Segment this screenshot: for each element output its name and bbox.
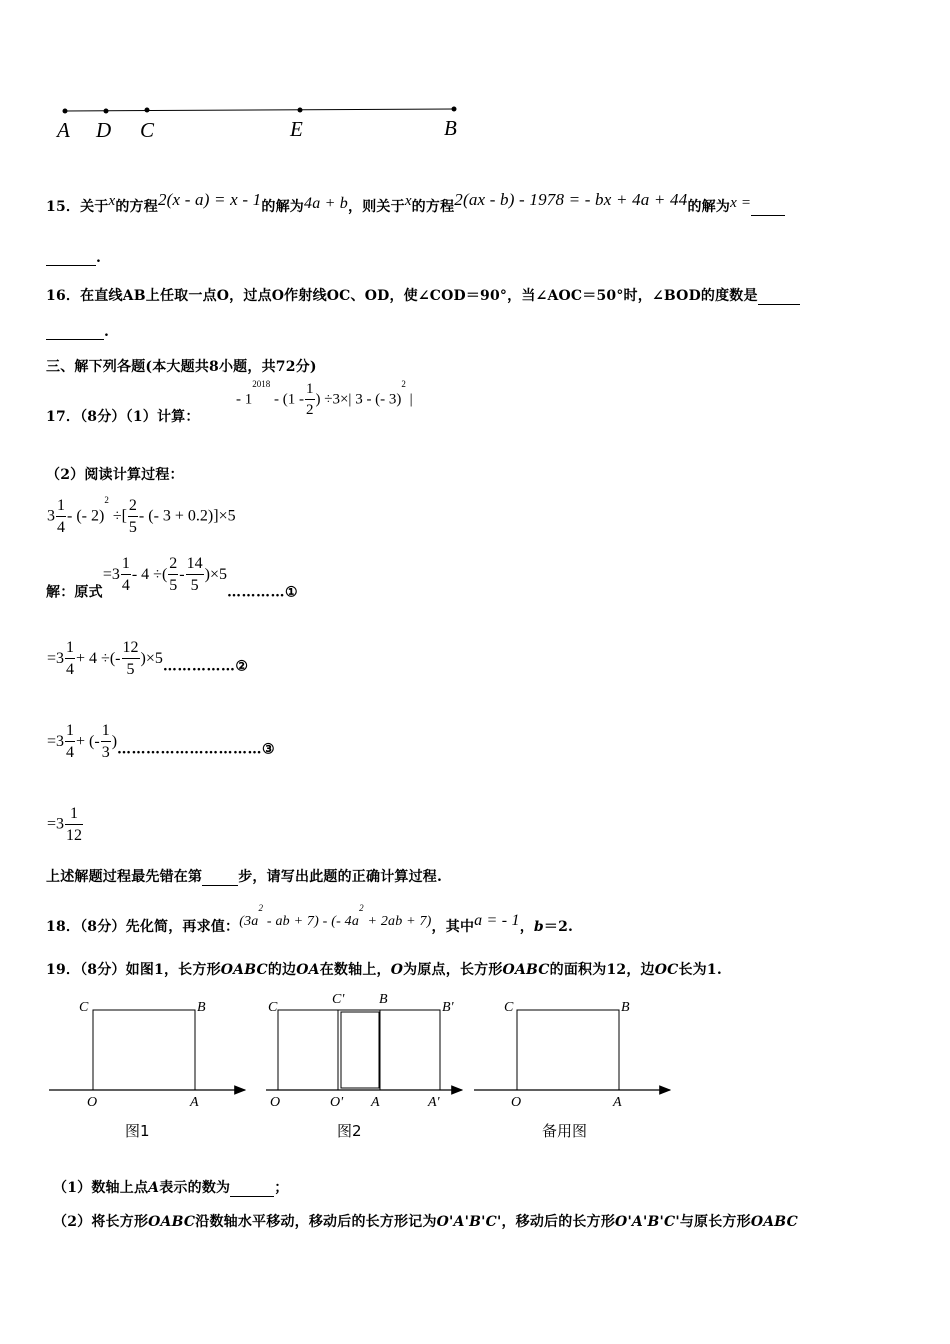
expr-part: - (1 - [274,391,304,408]
q19-math: O'A'B'C' [436,1214,502,1230]
svg-text:C: C [268,1000,278,1015]
q15-continued [46,250,101,266]
q19-math: OABC [148,1214,196,1230]
expr-part: + (- [76,732,100,750]
q15-text: 关于 [80,199,109,215]
point-b [452,107,457,112]
numerator: 12 [122,639,139,656]
exponent: 2 [401,379,406,389]
label-c: C [140,118,155,142]
overlap-region [341,1012,379,1088]
denominator: 4 [56,516,66,536]
denominator: 2 [305,399,315,418]
point-a [63,109,68,114]
var-b: b [533,919,544,935]
step-marker: ② [235,658,249,675]
q19-text: 19．（8分）如图1，长方形 [46,962,221,978]
svg-text:A: A [613,1095,622,1110]
denominator: 5 [128,516,138,536]
numerator: 1 [57,497,65,514]
q19-text: ； [274,1180,289,1196]
figure-1 [45,990,255,1145]
denominator: 5 [122,658,140,678]
fraction [121,556,131,594]
expr-part: - (- 3 + 0.2)]×5 [138,507,236,525]
q18-head: 18．（8分）先化简，再求值： [46,919,240,935]
rectangle-oabc [93,1010,195,1090]
denominator: 4 [121,574,131,594]
svg-text:A: A [190,1095,199,1110]
q17-step3 [47,723,275,761]
q17-step2 [47,640,248,678]
dots: ………………………… [117,741,263,758]
numerator: 1 [66,722,75,739]
equation-2: 2(ax - b) - 1978 = - bx + 4a + 44 [454,190,688,209]
expr-part: | [409,391,413,408]
denominator: 4 [65,658,75,678]
point-c [145,108,150,113]
svg-text:备用图: 备用图 [542,1122,588,1140]
answer-blank[interactable] [758,290,800,305]
figure-spare [470,990,680,1145]
exponent: 2 [359,903,364,913]
svg-text:A: A [371,1095,380,1110]
q16-text: 16．在直线AB上任取一点O，过点O作射线OC、OD，使∠COD＝90°，当∠AOC＝50°时，∠BOD的度数是 [46,288,758,304]
svg-text:O': O' [330,1095,344,1110]
q15-end: . [96,250,102,266]
fraction [305,382,315,418]
fraction [122,640,140,678]
svg-text:C: C [504,1000,514,1015]
expr-part: )×5 [204,565,227,583]
fraction [186,556,204,594]
fraction [65,806,83,844]
var-x: x [108,193,116,209]
q17-step4 [47,806,84,844]
answer-lhs: x = [730,195,752,211]
svg-text:C: C [79,1000,89,1015]
fraction [128,498,138,536]
point-d [104,109,109,114]
denominator: 4 [65,741,75,761]
fraction [65,723,75,761]
q16 [46,285,800,305]
expr-part: =3 [47,815,65,833]
q19-text: （2）将长方形 [53,1214,149,1230]
q19-text: （1）数轴上点 [53,1180,149,1196]
q17-expression [236,379,413,418]
exponent: 2 [258,903,264,913]
q17-tail-text: 步，请写出此题的正确计算过程. [238,869,443,885]
figure-2 [262,990,472,1145]
rectangle-oabc [517,1010,619,1090]
q19-text: 在数轴上， [319,962,391,978]
rectangle-moved [338,1010,440,1090]
q15-text: 的解为 [261,199,304,215]
fraction [101,723,111,761]
numerator: 1 [101,722,110,739]
q19-text: 表示的数为 [159,1180,231,1196]
denominator: 5 [186,574,204,594]
fraction [65,640,75,678]
svg-text:图1: 图1 [125,1122,150,1140]
equation-1: 2(x - a) = x - 1 [157,190,262,209]
expr-part: ) [111,732,118,750]
q19-text: 长为1. [678,962,722,978]
svg-text:B': B' [442,1000,454,1015]
fraction [56,498,66,536]
q15-number: 15． [46,199,81,215]
q16-continued [46,324,109,340]
denominator: 12 [65,824,83,844]
step-marker: ③ [262,741,275,758]
expr-part: )×5 [140,649,163,667]
q17-tail-text: 上述解题过程最先错在第 [46,869,203,885]
var-x: x [404,193,412,209]
numerator: 1 [306,381,314,397]
answer-blank[interactable] [751,201,785,216]
svg-text:B: B [379,992,388,1007]
label-b: B [444,116,457,140]
q19-math: OA [296,962,320,978]
label-a: A [57,118,70,142]
answer-blank[interactable] [202,871,238,886]
q18-text: ＝2. [543,919,574,935]
expr-part: =3 [47,732,65,750]
expr-part: 3 [47,507,55,525]
q19-part2 [53,1211,798,1231]
svg-text:B: B [197,1000,206,1015]
q19-text: 的面积为12，边 [549,962,655,978]
q17-head: 17．（8分）（1）计算： [46,409,200,425]
q17-tail [46,866,442,886]
expr-part: + 4 ÷(- [76,649,121,667]
line-segment-figure [50,95,470,150]
q18: 18．（8分）先化简，再求值：($3a^2$ - ab + 7) - (- $4a^2 + 2ab + 7$)，其中a = - 1，b＝2. [46,903,574,935]
answer-blank[interactable] [46,325,104,340]
q19-math: O'A'B'C' [615,1214,680,1230]
q19-text: 沿数轴水平移动，移动后的长方形记为 [195,1214,437,1230]
label-d: D [96,118,112,142]
q17-problem-line [47,495,236,536]
expr-part: ) ÷3×| 3 - (- 3) [315,391,402,408]
expr-part: =3 [102,565,120,583]
q19-math: OC [654,962,679,978]
rectangle-oabc [278,1010,380,1090]
q19-math: O [390,962,404,978]
expr-part: (3a [239,914,259,929]
q15 [46,190,785,216]
expr-part: + 2ab + 7) [367,914,432,929]
condition-a: a = - 1 [474,912,520,929]
q19-math: A [148,1180,160,1196]
svg-text:O: O [270,1095,281,1110]
numerator: 1 [121,555,130,572]
svg-text:O: O [511,1095,522,1110]
answer-blank[interactable] [46,251,96,266]
answer-blank[interactable] [230,1182,274,1197]
q19-text: 为原点，长方形 [403,962,503,978]
q15-text: 的解为 [687,199,731,215]
fraction [168,556,178,594]
q19-text: 与原长方形 [679,1214,751,1230]
numerator: 2 [128,497,137,514]
numerator: 2 [169,555,178,572]
q16-end: . [104,324,110,340]
exponent: 2018 [252,379,271,389]
svg-text:A': A' [428,1095,440,1110]
numerator: 1 [66,639,75,656]
q19-text: 的边 [267,962,297,978]
q18-text: ，其中 [431,919,475,935]
q17-step1 [46,556,298,602]
expr-part: ÷[ [112,507,127,525]
dots: …………… [162,658,236,675]
expr-part: - ab + 7) - (- 4a [266,914,360,929]
q19-part1 [53,1177,288,1197]
expr-part: - (- 2) [67,507,105,525]
segment-ab [65,109,454,111]
expr-part: - 4 ÷( [131,565,168,583]
q15-text: 的方程 [411,199,455,215]
label-e: E [290,117,303,141]
exponent: 2 [104,495,109,505]
svg-text:B: B [621,1000,630,1015]
dots: ………… [226,584,285,601]
solution-label: 解：原式 [46,584,103,601]
numerator: 1 [70,805,79,822]
denominator: 5 [168,574,178,594]
svg-text:O: O [87,1095,98,1110]
q19-math: OABC [750,1214,798,1230]
expr-part: - [179,565,185,583]
q17-part2-head: （2）阅读计算过程： [46,467,184,483]
expr-part: - 1 [236,391,253,408]
q15-text: ，则关于 [348,199,405,215]
numerator: 14 [186,555,203,572]
svg-text:图2: 图2 [337,1122,362,1140]
point-e [298,108,303,113]
expr-part: =3 [47,649,65,667]
svg-text:C': C' [332,992,345,1007]
q19-math: OABC [220,962,268,978]
q15-text: 的方程 [115,199,158,215]
q19-text: ，移动后的长方形 [501,1214,616,1230]
denominator: 3 [101,741,111,761]
solution-1: 4a + b [304,195,348,212]
step-marker: ① [284,584,298,601]
q19-head [46,959,722,979]
section-title: 三、解下列各题(本大题共8小题，共72分) [46,359,317,375]
q19-math: OABC [502,962,550,978]
